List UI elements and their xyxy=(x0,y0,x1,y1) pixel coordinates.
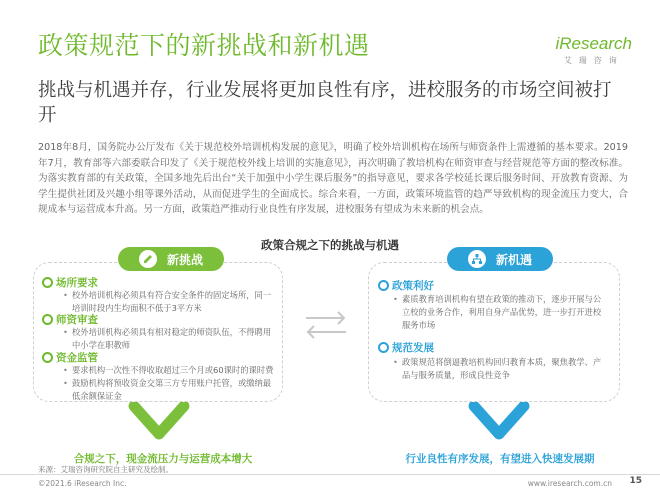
section-heading-text: 规范发展 xyxy=(392,342,434,354)
footer-divider xyxy=(0,474,660,475)
section-heading-text: 政策利好 xyxy=(392,280,434,292)
section-heading-funds xyxy=(42,350,98,365)
section-heading-teachers xyxy=(42,312,98,327)
list-item: • 校外培训机构必须具有符合安全条件的固定场所，同一培训时段内生均面积不低于3平方米 xyxy=(72,289,277,315)
list-item: • 校外培训机构必须具有相对稳定的师资队伍，不得聘用中小学在职教师 xyxy=(72,326,277,352)
section-heading-text: 师资审查 xyxy=(56,314,98,326)
network-icon xyxy=(468,250,486,268)
section-heading-venue xyxy=(42,275,98,290)
bullet-icon xyxy=(42,314,53,325)
website-link[interactable]: www.iresearch.com.cn xyxy=(527,479,612,488)
down-arrow-icon xyxy=(468,402,530,448)
source-note: 来源：艾瑞咨询研究院自主研究及绘制。 xyxy=(38,465,173,474)
page-title: 政策规范下的新挑战和新机遇 xyxy=(38,31,370,60)
list-item: • 要求机构一次性不得收取超过三个月或60课时的课时费 xyxy=(72,364,277,377)
bullet-icon xyxy=(42,277,53,288)
section-heading-text: 场所要求 xyxy=(56,277,98,289)
section-heading-policy xyxy=(378,278,434,293)
page-subtitle: 挑战与机遇并存，行业发展将更加良性有序，进校服务的市场空间被打开 xyxy=(38,80,612,126)
down-arrow-icon xyxy=(128,402,190,448)
list-item: • 政策规范将倒逼教培机构回归教育本质，聚焦教学、产品与服务质量，形成良性竞争 xyxy=(402,356,607,382)
section-heading-text: 资金监管 xyxy=(56,352,98,364)
exchange-arrows-icon xyxy=(300,306,352,342)
challenge-conclusion: 合规之下，现金流压力与运营成本增大 xyxy=(73,453,253,465)
bullet-icon xyxy=(42,352,53,363)
iresearch-logo xyxy=(555,34,632,66)
bullet-icon xyxy=(378,280,389,291)
challenge-badge xyxy=(118,247,224,271)
list-item: • 鼓励机构将预收资金交第三方专用账户托管，或缴纳最低余额保证金 xyxy=(72,377,277,403)
body-paragraph: 2018年8月，国务院办公厅发布《关于规范校外培训机构发展的意见》，明确了校外培训机构在场所与师资条件上需遵循的基本要求。2019年7月，教育部等六部委联合印发了《关于规范校外线上培训的实施意见》，再次明确了教培机构在师资审查与经营规范等方面的整改标准。为落实教育部的有关政策，全国多地先后出台“关于加强中小学生课后服务”的指导意见，要求各学校延长课后服务时间、开放教育资源、为学生提供社团及兴趣小组等课外活动，从而促进学生的全面成长。综合来看，一方面，政策环境监管的趋严导致机构的现金流压力变大，合规成本与运营成本升高。另一方面，政策趋严推动行业良性有序发展，进校服务有望成为未来新的机会点。 xyxy=(38,142,628,215)
edit-icon xyxy=(139,250,157,268)
page-number: 15 xyxy=(629,476,642,486)
challenge-label: 新挑战 xyxy=(166,252,203,267)
opportunity-conclusion: 行业良性有序发展，有望进入快速发展期 xyxy=(405,453,595,465)
opportunity-label: 新机遇 xyxy=(495,252,532,267)
copyright: ©2021.6 iResearch Inc. xyxy=(38,479,127,488)
logo-brand: iResearch xyxy=(555,34,632,53)
diagram-title: 政策合规之下的挑战与机遇 xyxy=(261,238,399,252)
logo-sub: 艾瑞咨询 xyxy=(563,56,624,65)
bullet-icon xyxy=(378,342,389,353)
opportunity-badge xyxy=(447,247,553,271)
section-heading-regulation xyxy=(378,340,434,355)
list-item: • 素质教育培训机构有望在政策的推动下，逐步开展与公立校的业务合作，利用自身产品优势，进一步打开进校服务市场 xyxy=(402,293,607,332)
